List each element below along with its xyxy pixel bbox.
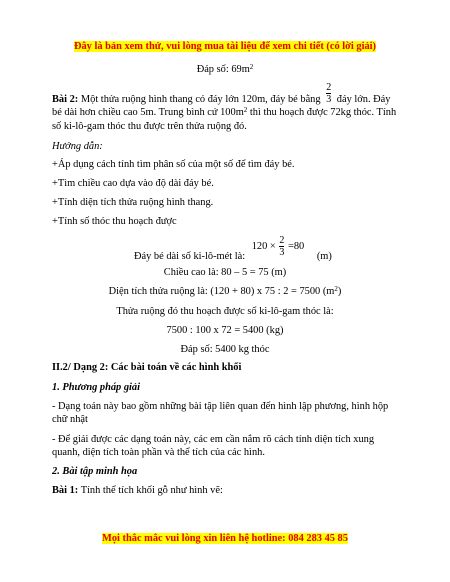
bai2-text1: Một thửa ruộng hình thang có đáy lớn 120m, đáy bé bằng — [80, 93, 321, 105]
previous-answer-exp: 2 — [249, 63, 254, 71]
solution-fraction — [279, 235, 284, 258]
section2-heading: II.2/ Dạng 2: Các bài toán về các hình khối — [52, 362, 242, 373]
bai1-text: Tính thể tích khối gỗ như hình vẽ: — [80, 485, 223, 496]
section2-para2: - Để giải được các dạng toán này, các em cần nắm rõ cách tính diện tích xung quanh, diện tích toàn phần và thể tích của các hình. — [52, 434, 375, 458]
hotline-banner-row — [0, 532, 450, 545]
preview-banner-row — [0, 40, 450, 53]
section2-bai1 — [52, 484, 223, 497]
bai2-frac-num: 2 — [326, 82, 332, 93]
section2-para1: - Dạng toán này bao gồm những bài tập liên quan đến hình lập phương, hình hộp chữ nhật — [52, 401, 389, 425]
bai2-label: Bài 2: — [52, 93, 79, 105]
solution-line3b: ) — [337, 286, 342, 297]
bai2-text2: đáy lớn. Đáy — [336, 93, 391, 105]
guide-step-3: +Tính diện tích thửa ruộng hình thang. — [52, 197, 214, 208]
solution-line1-expr-b: =80 — [287, 240, 305, 252]
solution-line1-expr-a: 120 × — [251, 240, 276, 252]
solution-line1-text: Đáy bé dài số ki-lô-mét là: — [134, 250, 246, 262]
solution-line3 — [0, 285, 450, 298]
solution-line5: 7500 : 100 x 72 = 5400 (kg) — [166, 325, 284, 336]
preview-banner: Đây là bản xem thử, vui lòng mua tài liệu để xem chi tiết (có lời giải) — [73, 41, 377, 52]
bai1-label: Bài 1: — [52, 485, 79, 496]
solution-line1 — [134, 235, 332, 262]
bai2-line2-exp: 2 — [243, 106, 248, 114]
guide-step-1: +Áp dụng cách tính tìm phân số của một số để tìm đáy bé. — [52, 159, 295, 170]
previous-answer — [0, 63, 450, 76]
solution-line3a: Diện tích thửa ruộng là: (120 + 80) x 75 : 2 = 7500 (m — [108, 286, 335, 297]
bai2-line2a: bé dài hơn chiều cao 5m. Trung bình cứ 100m — [52, 107, 244, 118]
guide-step-4: +Tính số thóc thu hoạch được — [52, 216, 177, 227]
solution-line2: Chiều cao là: 80 – 5 = 75 (m) — [163, 267, 287, 278]
solution-frac-num: 2 — [279, 235, 285, 246]
solution-frac-den: 3 — [279, 247, 285, 258]
hotline-banner: Mọi thắc mắc vui lòng xin liên hệ hotline: 084 283 45 85 — [102, 533, 348, 544]
bai2-line2 — [52, 106, 396, 119]
guide-step-2: +Tìm chiều cao dựa vào độ dài đáy bé. — [52, 178, 214, 189]
bai2-fraction — [326, 82, 331, 105]
solution-line4: Thửa ruộng đó thu hoạch được số ki-lô-gam thóc là: — [116, 306, 334, 317]
solution-line3-exp: 2 — [334, 285, 338, 293]
previous-answer-text: Đáp số: 69m — [196, 64, 250, 75]
guide-title: Hướng dẫn: — [52, 141, 103, 152]
bai2-frac-den: 3 — [326, 94, 332, 105]
bai2-line3: số ki-lô-gam thóc thu được trên thửa ruộng đó. — [52, 121, 247, 132]
solution-line6: Đáp số: 5400 kg thóc — [180, 344, 270, 355]
bai2-line2b: thì thu hoạch được 72kg thóc. Tính — [247, 107, 397, 118]
solution-line1-unit: (m) — [316, 250, 332, 262]
section2-sub1: 1. Phương pháp giải — [52, 382, 141, 393]
section2-sub2: 2. Bài tập minh họa — [52, 466, 138, 477]
